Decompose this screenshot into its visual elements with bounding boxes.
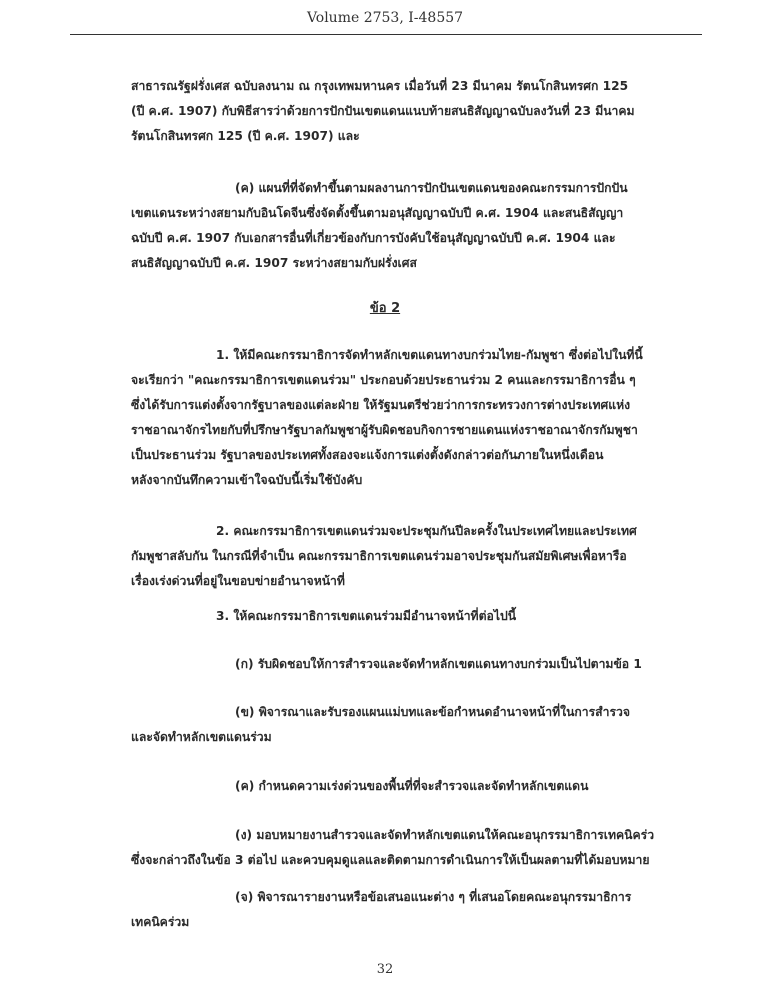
sub-e-line: (จ) พิจารณารายงานหรือข้อเสนอแนะต่าง ๆ ที่เสนอโดยคณะอนุกรรมาธิการ: [235, 890, 632, 904]
sub-a-line: (ก) รับผิดชอบให้การสำรวจและจัดทำหลักเขตแดนทางบกร่วมเป็นไปตามข้อ 1: [235, 657, 642, 671]
sub-d-line: (ง) มอบหมายงานสำรวจและจัดทำหลักเขตแดนให้คณะอนุกรรมาธิการเทคนิคร่ว: [235, 828, 655, 842]
item-c-line: ฉบับปี ค.ศ. 1907 กับเอกสารอื่นที่เกี่ยวข้องกับการบังคับใช้อนุสัญญาฉบับปี ค.ศ. 1904 และ: [131, 231, 616, 245]
para-1-line: ซึ่งได้รับการแต่งตั้งจากรัฐบาลของแต่ละฝ่าย ให้รัฐมนตรีช่วยว่าการกระทรวงการต่างประเทศแห่ง: [131, 398, 631, 412]
para-3-line: 3. ให้คณะกรรมาธิการเขตแดนร่วมมีอำนาจหน้าที่ต่อไปนี้: [216, 609, 517, 623]
sub-e-line: เทคนิคร่วม: [131, 915, 190, 929]
sub-b-line: และจัดทำหลักเขตแดนร่วม: [131, 730, 272, 744]
item-c-line: สนธิสัญญาฉบับปี ค.ศ. 1907 ระหว่างสยามกับฝรั่งเศส: [131, 256, 417, 270]
para-1-line: จะเรียกว่า "คณะกรรมาธิการเขตแดนร่วม" ประกอบด้วยประธานร่วม 2 คนและกรรมาธิการอื่น ๆ: [131, 373, 636, 387]
intro-line: (ปี ค.ศ. 1907) กับพิธีสารว่าด้วยการปักปันเขตแดนแนบท้ายสนธิสัญญาฉบับลงวันที่ 23 มีนาคม: [131, 104, 635, 118]
item-c-line: เขตแดนระหว่างสยามกับอินโดจีนซึ่งจัดตั้งขึ้นตามอนุสัญญาฉบับปี ค.ศ. 1904 และสนธิสัญญา: [131, 206, 624, 220]
sub-c-line: (ค) กำหนดความเร่งด่วนของพื้นที่ที่จะสำรวจและจัดทำหลักเขตแดน: [235, 779, 589, 793]
para-1-line: เป็นประธานร่วม รัฐบาลของประเทศทั้งสองจะแจ้งการแต่งตั้งดังกล่าวต่อกันภายในหนึ่งเดือน: [131, 448, 604, 462]
para-1-line: หลังจากบันทึกความเข้าใจฉบับนี้เริ่มใช้บังคับ: [131, 473, 363, 487]
sub-b-line: (ข) พิจารณาและรับรองแผนแม่บทและข้อกำหนดอำนาจหน้าที่ในการสำรวจ: [235, 705, 630, 719]
volume-header: Volume 2753, I-48557: [306, 10, 464, 26]
sub-d-line: ซึ่งจะกล่าวถึงในข้อ 3 ต่อไป และควบคุมดูแลและติดตามการดำเนินการให้เป็นผลตามที่ได้มอบหมาย: [131, 853, 650, 867]
intro-line: สาธารณรัฐฝรั่งเศส ฉบับลงนาม ณ กรุงเทพมหานคร เมื่อวันที่ 23 มีนาคม รัตนโกสินทรศก 125: [131, 79, 629, 93]
article-heading: ข้อ 2: [369, 301, 401, 316]
para-2-line: เรื่องเร่งด่วนที่อยู่ในขอบข่ายอำนาจหน้าที่: [131, 574, 345, 588]
item-c-line: (ค) แผนที่ที่จัดทำขึ้นตามผลงานการปักปันเขตแดนของคณะกรรมการปักปัน: [235, 181, 628, 195]
para-2-line: 2. คณะกรรมาธิการเขตแดนร่วมจะประชุมกันปีละครั้งในประเทศไทยและประเทศ: [216, 524, 637, 538]
para-1-line: ราชอาณาจักรไทยกับที่ปรึกษารัฐบาลกัมพูชาผู้รับผิดชอบกิจการชายแดนแห่งราชอาณาจักรกัมพูชา: [131, 423, 638, 437]
para-2-line: กัมพูชาสลับกัน ในกรณีที่จำเป็น คณะกรรมาธิการเขตแดนร่วมอาจประชุมกันสมัยพิเศษเพื่อหารือ: [131, 549, 627, 563]
intro-line: รัตนโกสินทรศก 125 (ปี ค.ศ. 1907) และ: [131, 129, 360, 143]
page-number: 32: [376, 962, 394, 977]
para-1-line: 1. ให้มีคณะกรรมาธิการจัดทำหลักเขตแดนทางบกร่วมไทย-กัมพูชา ซึ่งต่อไปในที่นี้: [216, 348, 643, 362]
